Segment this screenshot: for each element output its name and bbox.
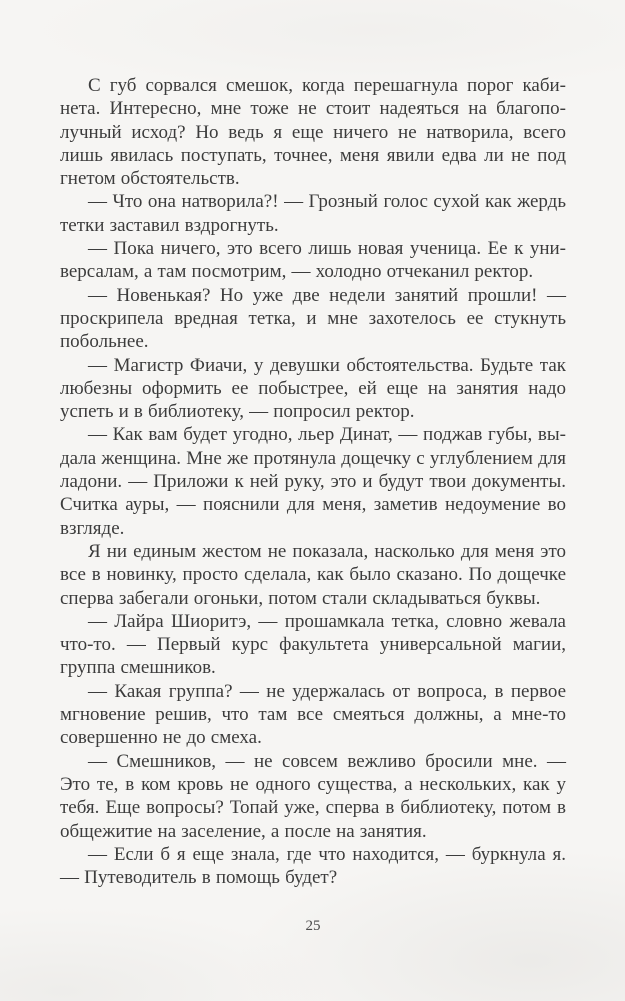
paragraph-10: — Смешников, — не совсем вежливо бросили мне. — Это те, в ком кровь не одного существа, а нескольких, как у тебя. Еще вопросы? Топай уже, сперва в библиотеку, потом в общежитие на заселение, а после на занятия. xyxy=(60,750,566,842)
text-block xyxy=(60,74,566,889)
paragraph-9: — Какая группа? — не удержалась от вопроса, в первое мгновение решив, что там все смеяться должны, а мне-то совершенно не до смеха. xyxy=(60,680,566,749)
paragraph-1: С губ сорвался смешок, когда перешагнула порог кабинета. Интересно, мне тоже не стоит надеяться на благополучный исход? Но ведь я еще ничего не натворила, всего лишь явилась поступать, точнее, меня явили едва ли не под гнетом обстоятельств. xyxy=(60,75,566,190)
paragraph-6: — Как вам будет угодно, льер Динат, — поджав губы, выдала женщина. Мне же протянула дощечку с углублением для ладони. — Приложи к ней руку, это и будут твои документы. Считка ауры, — пояснили для меня, заметив недоумение во взгляде. xyxy=(60,424,566,539)
paragraph-4: — Новенькая? Но уже две недели занятий прошли! — проскрипела вредная тетка, и мне захотелось ее стукнуть побольнее. xyxy=(60,284,566,353)
paragraph-2: — Что она натворила?! — Грозный голос сухой как жердь тетки заставил вздрогнуть. xyxy=(60,191,566,236)
paragraph-7: Я ни единым жестом не показала, насколько для меня это все в новинку, просто сделала, как было сказано. По дощечке сперва забегали огоньки, потом стали складываться буквы. xyxy=(60,540,566,609)
paragraph-3: — Пока ничего, это всего лишь новая ученица. Ее к универсалам, а там посмотрим, — холодно отчеканил ректор. xyxy=(60,238,566,283)
paragraph-8: — Лайра Шиоритэ, — прошамкала тетка, словно жевала что-то. — Первый курс факультета универсальной магии, группа смешников. xyxy=(60,610,566,679)
page-number: 25 xyxy=(305,918,321,934)
paragraph-5: — Магистр Фиачи, у девушки обстоятельства. Будьте так любезны оформить ее побыстрее, ей еще на занятия надо успеть и в библиотеку, — попросил ректор. xyxy=(60,354,566,423)
paragraph-11: — Если б я еще знала, где что находится, — буркнула я. — Путеводитель в помощь будет? xyxy=(60,843,566,889)
